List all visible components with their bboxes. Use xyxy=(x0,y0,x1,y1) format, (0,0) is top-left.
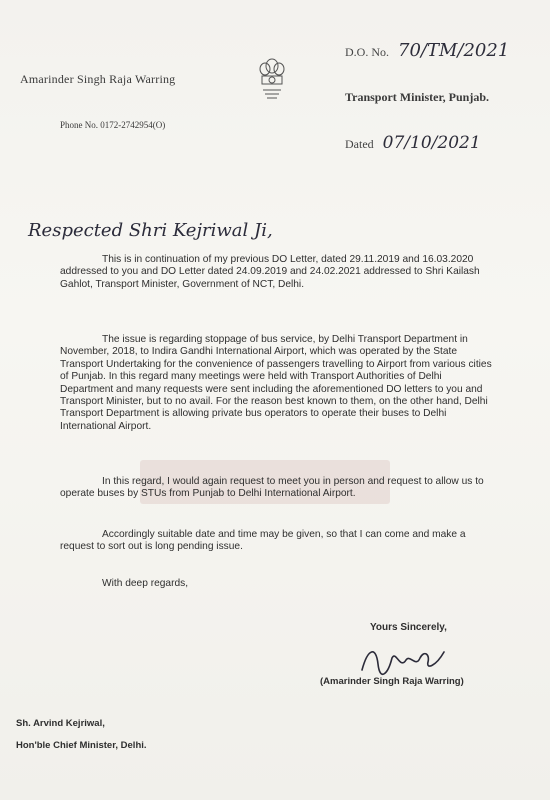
letter-date: 07/10/2021 xyxy=(382,133,481,153)
paragraph-1: This is in continuation of my previous DO Letter, dated 29.11.2019 and 16.03.2020 addressed to you and DO Letter dated 24.09.2019 and 24.02.2021 addressed to Shri Kailash Gahlot, Transport Minister, Government of NCT, Delhi. xyxy=(60,254,480,290)
do-number-row xyxy=(345,40,509,61)
dated-label: Dated xyxy=(345,137,374,151)
phone-number: Phone No. 0172-2742954(O) xyxy=(60,120,166,130)
do-label: D.O. No. xyxy=(345,45,389,59)
signature-icon xyxy=(358,640,448,680)
date-row xyxy=(345,133,481,153)
recipient-designation: Hon'ble Chief Minister, Delhi. xyxy=(16,740,147,751)
sender-name: Amarinder Singh Raja Warring xyxy=(20,72,176,86)
recipient-name: Sh. Arvind Kejriwal, xyxy=(16,718,105,729)
regards-line: With deep regards, xyxy=(102,578,189,589)
paragraph-2: The issue is regarding stoppage of bus service, by Delhi Transport Department in November, 2018, to Indira Gandhi International Airport, which was operated by the State Transport Undertaking for the convenience of passengers travelling to Airport from various cities of Punjab. In this regard many meetings were held with Transport Authorities of Delhi Department and many requests were sent including the aforementioned DO letters to you and Transport Minister, but to no avail. For the reason best known to them, on the other hand, Delhi Transport Department is allowing private bus operators to operate their buses to Delhi International Airport. xyxy=(60,334,492,432)
signatory-name: (Amarinder Singh Raja Warring) xyxy=(320,676,464,687)
state-emblem-icon xyxy=(257,56,287,104)
salutation: Respected Shri Kejriwal Ji, xyxy=(28,220,273,241)
paragraph-3: In this regard, I would again request to meet you in person and request to allow us to operate buses by STUs from Punjab to Delhi International Airport. xyxy=(60,476,484,500)
yours-sincerely: Yours Sincerely, xyxy=(370,622,447,633)
do-number: 70/TM/2021 xyxy=(398,40,510,61)
paragraph-4: Accordingly suitable date and time may be given, so that I can come and make a request to sort out is long pending issue. xyxy=(60,529,466,553)
designation: Transport Minister, Punjab. xyxy=(345,90,490,104)
